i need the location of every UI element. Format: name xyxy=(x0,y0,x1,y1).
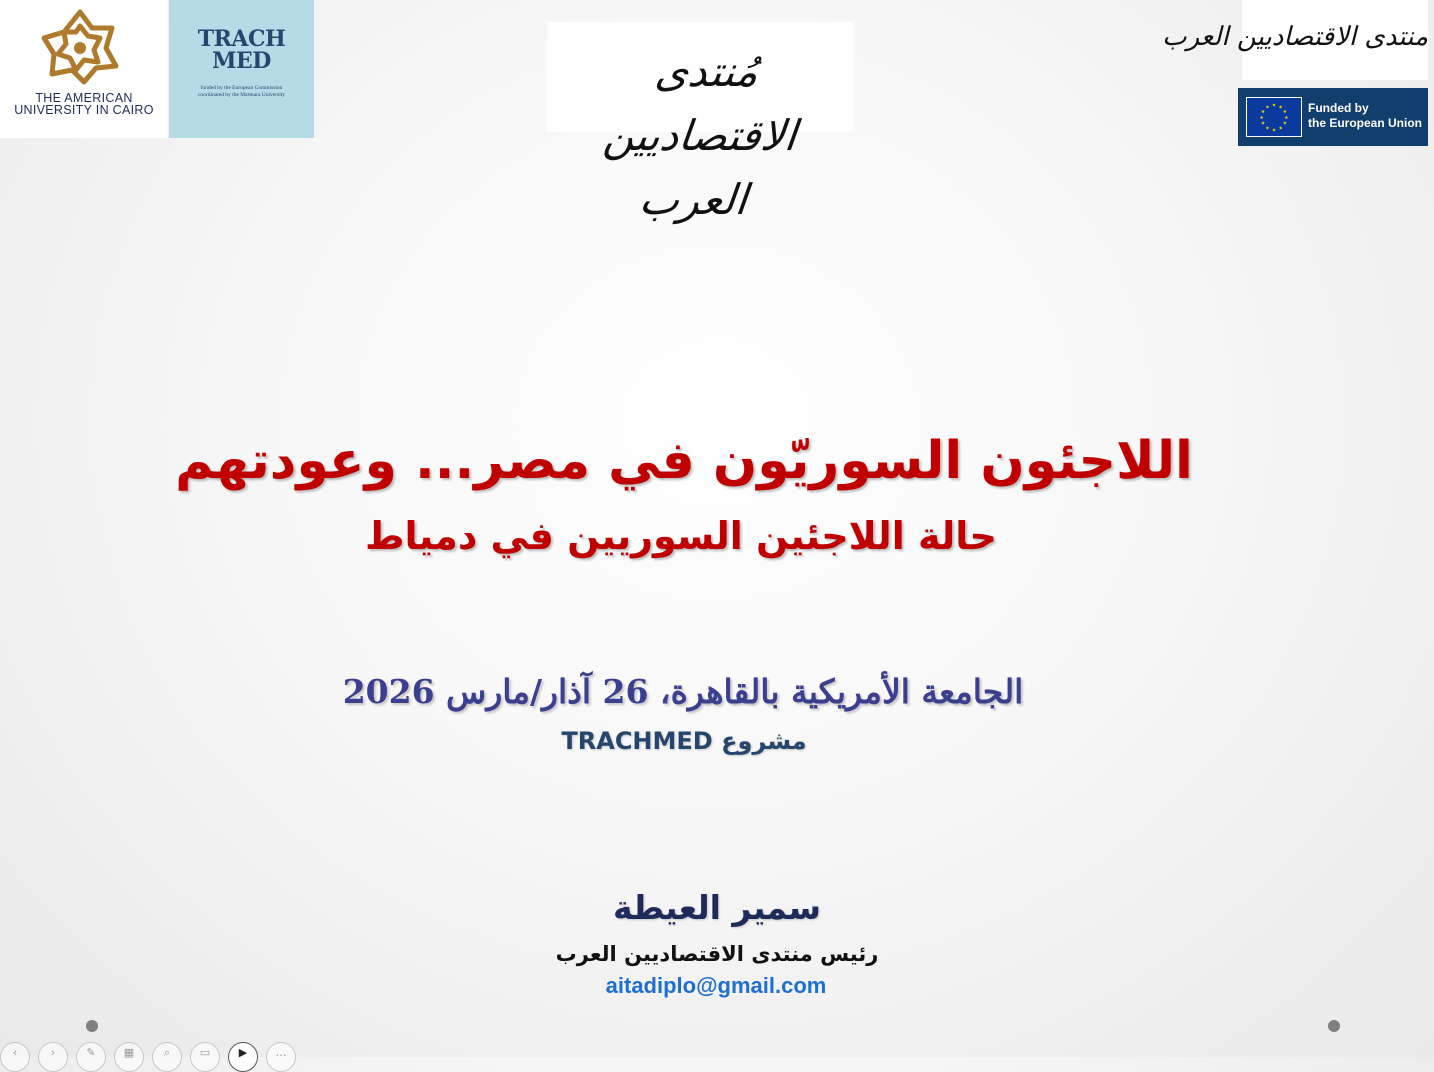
auc-star-emblem-icon xyxy=(38,8,122,84)
eu-funding-text xyxy=(1308,101,1428,131)
eu-text-line2: the European Union xyxy=(1308,116,1422,130)
more-options-icon: … xyxy=(275,1046,287,1059)
forum-calligraphy-text-small: منتدى الاقتصاديين العرب xyxy=(1162,22,1428,52)
next-slide-button[interactable] xyxy=(38,1042,68,1072)
svg-text:★: ★ xyxy=(1271,103,1277,109)
slide-project: مشروع TRACHMED xyxy=(561,727,807,755)
presenter-toolbar xyxy=(0,1040,300,1057)
more-options-button[interactable] xyxy=(266,1042,296,1072)
slide-author-email[interactable]: aitadiplo@gmail.com xyxy=(605,973,827,998)
next-icon: › xyxy=(50,1046,56,1059)
svg-text:★: ★ xyxy=(1284,115,1289,121)
eu-funding-banner xyxy=(1238,88,1428,146)
previous-slide-button[interactable] xyxy=(0,1042,30,1072)
slide-venue-date: الجامعة الأمريكية بالقاهرة، 26 آذار/مارس 2026 xyxy=(342,672,1024,711)
slide-author-role: رئيس منتدى الاقتصاديين العرب xyxy=(555,942,879,966)
previous-icon: ‹ xyxy=(12,1046,18,1059)
auc-name-line1: THE AMERICAN xyxy=(35,91,133,105)
auc-logo xyxy=(0,0,168,138)
svg-text:★: ★ xyxy=(1271,128,1277,134)
slide-author: سمير العيطة xyxy=(612,888,822,927)
subtitles-icon: ▭ xyxy=(199,1046,211,1059)
slide-subtitle: حالة اللاجئين السوريين في دمياط xyxy=(365,514,997,558)
svg-text:★: ★ xyxy=(1260,121,1266,127)
trachmed-title xyxy=(169,28,314,72)
svg-text:★: ★ xyxy=(1282,110,1288,116)
trachmed-title-line2: MED xyxy=(212,48,271,74)
svg-text:★: ★ xyxy=(1278,126,1283,132)
pen-icon: ✎ xyxy=(86,1046,96,1059)
forum-calligraphy-text: مُنتدى الاقتصاديين العرب xyxy=(601,47,799,224)
camera-button[interactable] xyxy=(228,1042,258,1072)
trachmed-logo xyxy=(169,0,314,138)
forum-calligraphy-logo xyxy=(547,22,853,224)
subtitles-button[interactable] xyxy=(190,1042,220,1072)
slides-grid-icon: ▦ xyxy=(123,1046,135,1059)
svg-text:★: ★ xyxy=(1282,121,1288,127)
svg-text:★: ★ xyxy=(1259,115,1264,121)
pen-tool-button[interactable] xyxy=(76,1042,106,1072)
svg-text:★: ★ xyxy=(1265,105,1270,111)
auc-name-line2: UNIVERSITY IN CAIRO xyxy=(14,103,154,117)
svg-text:★: ★ xyxy=(1265,126,1270,132)
slide-dot-left xyxy=(86,1020,98,1032)
zoom-button[interactable] xyxy=(152,1042,182,1072)
slide-dot-right xyxy=(1328,1020,1340,1032)
trachmed-title-line1: TRACH xyxy=(197,26,286,52)
auc-name xyxy=(0,92,168,116)
svg-text:★: ★ xyxy=(1278,105,1283,111)
zoom-icon: ⌕ xyxy=(163,1046,171,1059)
trachmed-note-line2: coordinated by the Marmara University xyxy=(197,92,286,98)
svg-text:★: ★ xyxy=(1260,110,1266,116)
forum-calligraphy-logo-small xyxy=(1162,0,1428,80)
eu-flag-icon xyxy=(1246,97,1302,137)
trachmed-note-line1: funded by the European Commission xyxy=(200,85,283,91)
camera-icon: ▶ xyxy=(238,1046,248,1059)
slide-title: اللاجئون السوريّون في مصر... وعودتهم xyxy=(175,431,1193,491)
trachmed-funding-note xyxy=(169,85,314,99)
see-all-slides-button[interactable] xyxy=(114,1042,144,1072)
eu-text-line1: Funded by xyxy=(1308,101,1369,115)
